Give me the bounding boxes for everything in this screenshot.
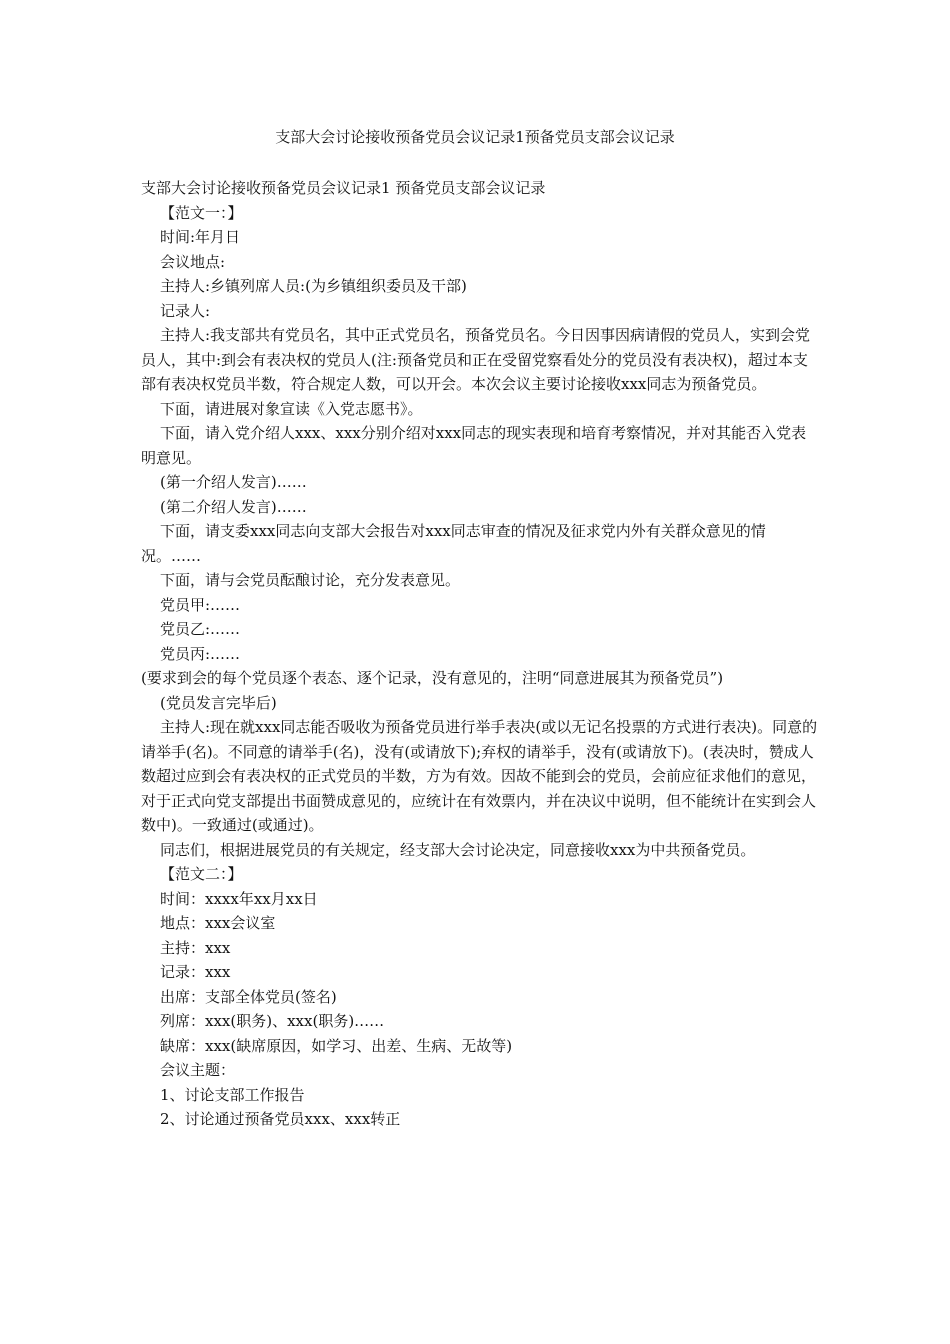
paragraph-requirement-note: (要求到会的每个党员逐个表态、逐个记录，没有意见的，注明“同意进展其为预备党员”) <box>141 669 724 687</box>
paragraph-second-introducer: (第二介绍人发言)…… <box>160 497 307 516</box>
paragraph-host-opening: 主持人:我支部共有党员名，其中正式党员名，预备党员名。今日因事因病请假的党员人，实到会党员人，其中:到会有表决权的党员人(注:预备党员和正在受留党察看处分的党员没有表决权)，超过本支部有表决权党员半数，符合规定人数，可以开会。本次会议主要讨论接收xxx同志为预备党员。 <box>141 326 811 393</box>
paragraph-committee-report: 下面，请支委xxx同志向支部大会报告对xxx同志审查的情况及征求党内外有关群众意见的情况。…… <box>141 522 766 565</box>
paragraph-location-2: 地点：xxx会议室 <box>160 914 276 932</box>
paragraph-time-2: 时间：xxxx年xx月xx日 <box>160 889 318 908</box>
paragraph-recorder-2: 记录：xxx <box>160 963 231 981</box>
paragraph-host-attendees: 主持人:乡镇列席人员:(为乡镇组织委员及干部) <box>160 277 467 295</box>
paragraph-host-2: 主持：xxx <box>160 938 231 957</box>
paragraph-vote: 主持人:现在就xxx同志能否吸收为预备党员进行举手表决(或以无记名投票的方式进行表决)。同意的请举手(名)。不同意的请举手(名)，没有(或请放下);弃权的请举手，没有(或请放下)。(表决时，赞成人数超过应到会有表决权的正式党员的半数，方为有效。因故不能到会的党员，会前应征求他们的意见，对于正式向党支部提出书面赞成意见的，应统计在有效票内，并在决议中说明，但不能统计在实到会人数中)。一致通过(或通过)。 <box>141 718 818 834</box>
paragraph-introducers: 下面，请入党介绍人xxx、xxx分别介绍对xxx同志的现实表现和培育考察情况，并对其能否入党表明意见。 <box>141 424 807 467</box>
paragraph-after-speeches: (党员发言完毕后) <box>160 693 277 712</box>
paragraph-first-introducer: (第一介绍人发言)…… <box>160 473 307 491</box>
paragraph-location: 会议地点: <box>160 252 226 271</box>
paragraph-meeting-topics: 会议主题： <box>160 1061 236 1079</box>
paragraph-discussion: 下面，请与会党员酝酿讨论，充分发表意见。 <box>160 571 461 589</box>
paragraph-time: 时间:年月日 <box>160 228 241 246</box>
paragraph-conclusion: 同志们，根据进展党员的有关规定，经支部大会讨论决定，同意接收xxx为中共预备党员。 <box>160 840 756 859</box>
paragraph-member-a: 党员甲:…… <box>160 595 241 614</box>
paragraph-read-application: 下面，请进展对象宣读《入党志愿书》。 <box>160 399 423 418</box>
paragraph-absent: 缺席：xxx(缺席原因，如学习、出差、生病、无故等) <box>160 1036 513 1055</box>
section-label-sample-2: 【范文二：】 <box>160 865 243 883</box>
document-title: 支部大会讨论接收预备党员会议记录1预备党员支部会议记录 <box>275 128 675 146</box>
list-item-topic-2: 2、讨论通过预备党员xxx、xxx转正 <box>160 1110 401 1128</box>
section-label-sample-1: 【范文一：】 <box>160 203 243 222</box>
paragraph-nonvoting-attendees: 列席：xxx(职务)、xxx(职务)…… <box>160 1012 385 1030</box>
paragraph-recorder: 记录人: <box>160 301 211 320</box>
paragraph-member-b: 党员乙:…… <box>160 620 241 638</box>
document-heading: 支部大会讨论接收预备党员会议记录1 预备党员支部会议记录 <box>141 179 546 197</box>
paragraph-attendance: 出席：支部全体党员(签名) <box>160 987 337 1006</box>
document-body <box>141 176 821 1132</box>
list-item-topic-1: 1、讨论支部工作报告 <box>160 1085 305 1104</box>
paragraph-member-c: 党员丙:…… <box>160 644 241 663</box>
